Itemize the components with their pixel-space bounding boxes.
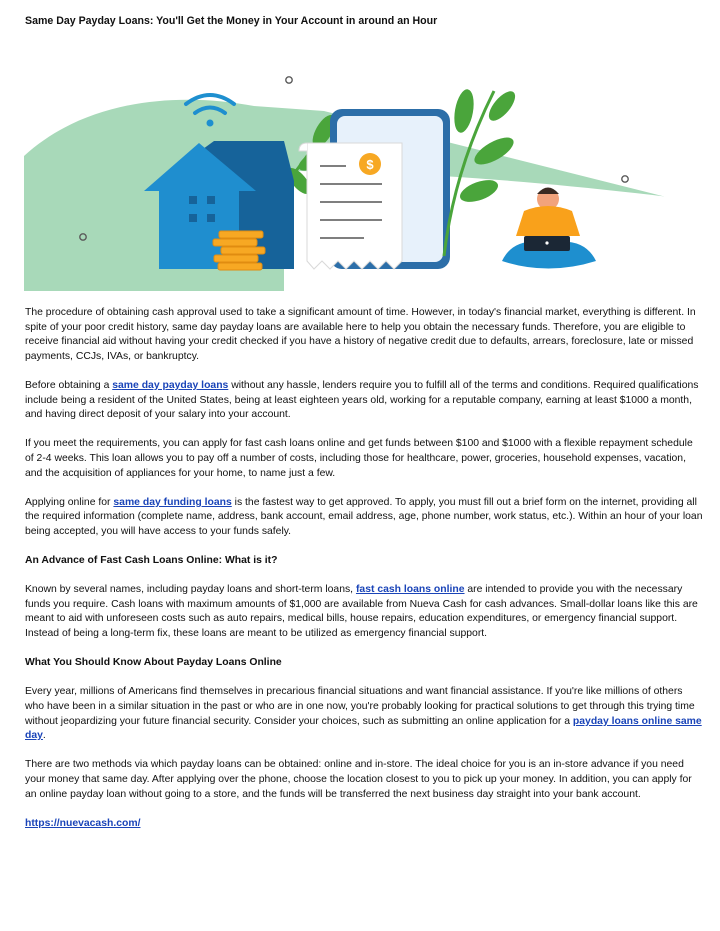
deco-circle-2 xyxy=(622,176,628,182)
wifi-dot xyxy=(207,120,214,127)
page-title: Same Day Payday Loans: You'll Get the Money in Your Account in around an Hour xyxy=(25,15,438,27)
paragraph-advance: Known by several names, including payday loans and short-term loans, fast cash loans online are intended to provide you with the necessary funds you require. Cash loans with maximum amounts of $1,000 are available from Nueva Cash for cash advances. Small-dollar loans like this are meant to aid with unforeseen costs such as auto repairs, medical bills, house repairs, education expenditures, or emergency financial support. Instead of being a long-term fix, these loans are meant to be utilized as emergency financial support. xyxy=(25,584,698,640)
paragraph-millions: Every year, millions of Americans find themselves in precarious financial situations and want financial assistance. If you're like millions of others who have been in a similar situation in the past or who are in one now, you're probably looking for practical solutions to get through this trying time without jeopardizing your future financial security. Consider your choices, such as submitting an online application for a payday loans online same day. xyxy=(25,686,702,742)
deco-circle-1 xyxy=(286,77,292,83)
coin-stack-icon xyxy=(213,231,265,270)
same-day-payday-loans-link[interactable]: same day payday loans xyxy=(112,379,229,391)
paragraph-url xyxy=(25,817,703,832)
nuevacash-url-link[interactable]: https://nuevacash.com/ xyxy=(25,817,141,829)
heading-what-to-know: What You Should Know About Payday Loans Online xyxy=(25,657,282,669)
article-body xyxy=(25,306,703,846)
fast-cash-loans-online-link[interactable]: fast cash loans online xyxy=(355,584,465,596)
same-day-funding-loans-link[interactable]: same day funding loans xyxy=(113,496,232,508)
receipt-icon xyxy=(299,143,402,269)
dollar-sign: $ xyxy=(366,157,374,172)
paragraph-methods: There are two methods via which payday loans can be obtained: online and in-store. The ideal choice for you is an in-store advance if you need your money that same day. After applying over the phone, choose the location closest to you to pick up your money. In addition, you can apply for an online payday loan without going to a store, and the funds will be transferred the next business day straight into your bank account. xyxy=(25,759,692,800)
paragraph-intro: The procedure of obtaining cash approval used to take a significant amount of time. However, in today's financial market, everything is different. In spite of your poor credit history, same day payday loans are available here to help you obtain the necessary funds. Therefore, you are eligible to receive financial aid without having your credit checked if you have a history of negative credit due to defaults, arrears, foreclosure, late or missed payments, CCJs, IVAs, or bankruptcy. xyxy=(25,307,696,362)
payday-loans-online-same-day-link[interactable]: payday loans online same day xyxy=(25,715,702,742)
hero-illustration xyxy=(24,31,702,291)
paragraph-loan-amounts: If you meet the requirements, you can apply for fast cash loans online and get funds between $100 and $1000 with a flexible repayment schedule of 2-4 weeks. This loan allows you to pay off a number of costs, including those for healthcare, power, groceries, household expenses, vacation, and the acquisition of appliances for your home, to name just a few. xyxy=(25,438,693,479)
paragraph-apply-online: Applying online for same day funding loans is the fastest way to get approved. To apply, you must fill out a brief form on the internet, providing all the required information (complete name, address, bank account, email address, age, phone number, work status, etc.). Within an hour of your loan being accepted, you will have access to your funds safely. xyxy=(25,496,703,537)
paragraph-requirements: Before obtaining a same day payday loans without any hassle, lenders require you to fulfill all of the terms and conditions. Required qualifications include being a resident of the United States, being at least eighteen years old, working for a reputable company, earning at least $1000 a month, and having direct deposit of your salary into your account. xyxy=(25,379,699,421)
heading-advance: An Advance of Fast Cash Loans Online: What is it? xyxy=(25,555,278,567)
